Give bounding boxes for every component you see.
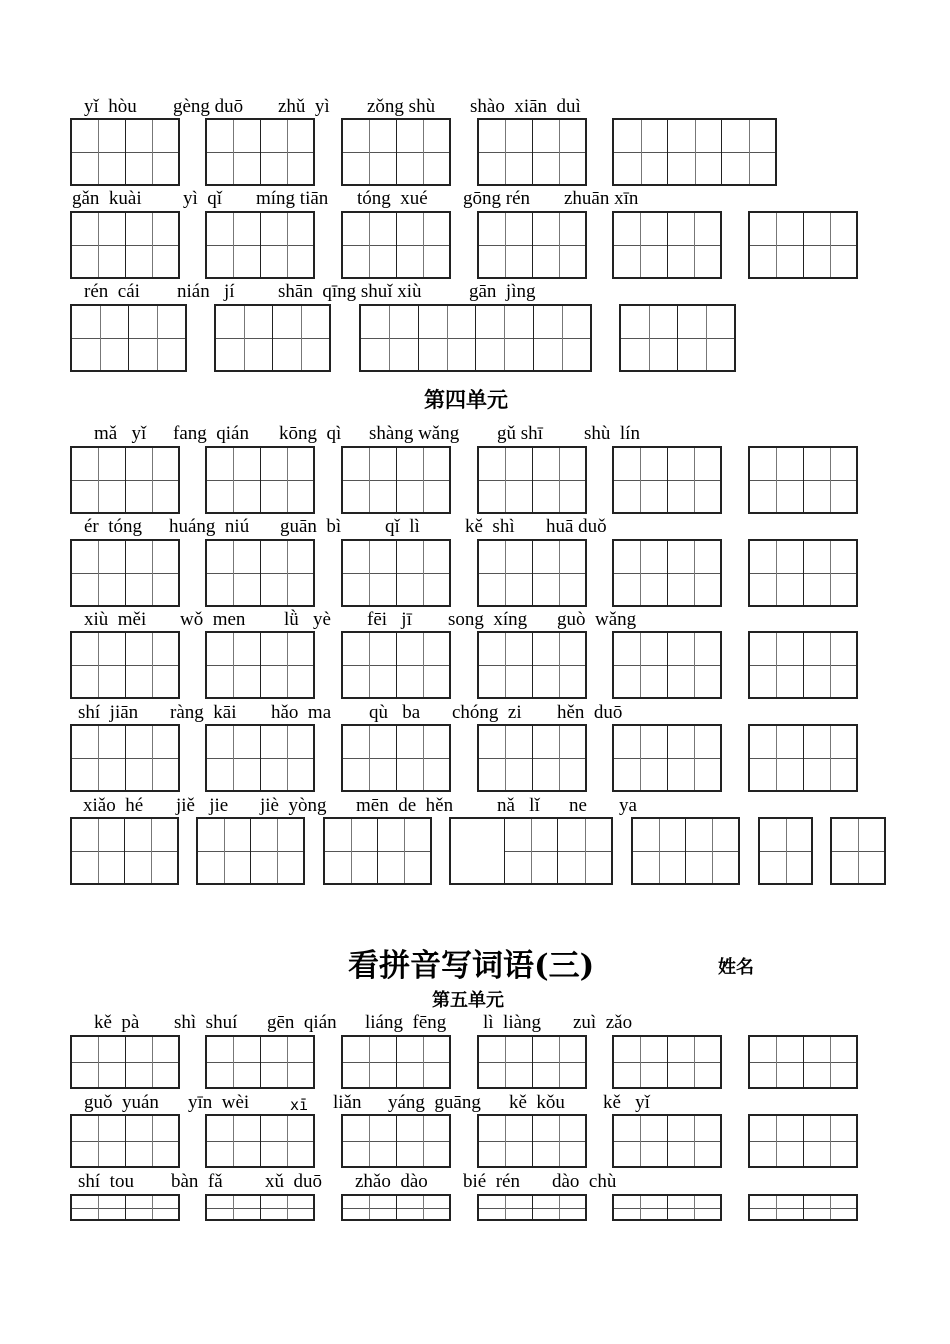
pinyin-label: yīn wèi xyxy=(188,1092,250,1113)
answer-box[interactable] xyxy=(477,1114,587,1168)
answer-box[interactable] xyxy=(205,1194,315,1221)
pinyin-label: kě shì xyxy=(465,516,515,537)
answer-box[interactable] xyxy=(205,631,315,699)
answer-box[interactable] xyxy=(341,631,451,699)
pinyin-label: gān jìng xyxy=(469,281,536,302)
answer-box[interactable] xyxy=(612,1114,722,1168)
pinyin-label: hǎo ma xyxy=(271,702,332,723)
pinyin-label: kě kǒu xyxy=(509,1092,565,1113)
pinyin-label: liǎn xyxy=(333,1092,362,1113)
pinyin-label: zuì zǎo xyxy=(573,1012,633,1033)
pinyin-label: wǒ men xyxy=(180,609,246,630)
pinyin-label: huáng niú xyxy=(169,516,250,537)
pinyin-label: dào chù xyxy=(552,1171,617,1192)
pinyin-label: liáng fēng xyxy=(365,1012,447,1033)
pinyin-label: yáng guāng xyxy=(388,1092,481,1113)
answer-box[interactable] xyxy=(214,304,331,372)
answer-box[interactable] xyxy=(612,118,777,186)
pinyin-label: ya xyxy=(619,795,637,816)
answer-box[interactable] xyxy=(341,118,451,186)
pinyin-label: jiè yòng xyxy=(260,795,327,816)
pinyin-label: gǔ shī xyxy=(497,423,543,444)
pinyin-label: huā duǒ xyxy=(546,516,607,537)
answer-box[interactable] xyxy=(477,724,587,792)
pinyin-label: kě yǐ xyxy=(603,1092,650,1113)
answer-box[interactable] xyxy=(748,631,858,699)
pinyin-label: guǒ yuán xyxy=(84,1092,159,1113)
answer-box[interactable] xyxy=(477,1035,587,1089)
pinyin-label: shān qīng shuǐ xiù xyxy=(278,281,422,302)
pinyin-label: shì shuí xyxy=(174,1012,238,1033)
pinyin-label: xiǎo hé xyxy=(83,795,144,816)
pinyin-label: guò wǎng xyxy=(557,609,637,630)
pinyin-label: xī xyxy=(290,1096,309,1114)
answer-box[interactable] xyxy=(70,118,180,186)
pinyin-label: chóng zi xyxy=(452,702,522,723)
answer-box[interactable] xyxy=(341,724,451,792)
answer-box[interactable] xyxy=(748,724,858,792)
answer-box[interactable] xyxy=(205,446,315,514)
answer-box[interactable] xyxy=(477,211,587,279)
pinyin-label: gōng rén xyxy=(463,188,531,209)
answer-box[interactable] xyxy=(205,539,315,607)
pinyin-label: yǐ hòu xyxy=(84,96,137,117)
pinyin-label: shí jiān xyxy=(78,702,139,723)
pinyin-label: nián jí xyxy=(177,281,235,302)
pinyin-label: shù lín xyxy=(584,423,640,444)
pinyin-label: qǐ lì xyxy=(385,516,420,537)
pinyin-label: ér tóng xyxy=(84,516,143,537)
answer-box[interactable] xyxy=(205,724,315,792)
answer-box[interactable] xyxy=(70,724,180,792)
answer-box[interactable] xyxy=(748,446,858,514)
answer-box[interactable] xyxy=(341,211,451,279)
answer-box[interactable] xyxy=(477,631,587,699)
answer-box[interactable] xyxy=(70,304,187,372)
answer-box[interactable] xyxy=(612,446,722,514)
answer-box[interactable] xyxy=(70,211,180,279)
pinyin-label: gǎn kuài xyxy=(72,188,142,209)
pinyin-label: bié rén xyxy=(463,1171,520,1192)
answer-box[interactable] xyxy=(477,539,587,607)
answer-box[interactable] xyxy=(612,1194,722,1221)
answer-box[interactable] xyxy=(341,1114,451,1168)
answer-box[interactable] xyxy=(748,1035,858,1089)
pinyin-label: yì qǐ xyxy=(183,188,223,209)
answer-box[interactable] xyxy=(612,631,722,699)
answer-box[interactable] xyxy=(196,817,305,885)
answer-box[interactable] xyxy=(612,211,722,279)
pinyin-label: xiù měi xyxy=(84,609,147,630)
pinyin-label: hěn duō xyxy=(557,702,623,723)
pinyin-label: jiě jie xyxy=(176,795,229,816)
answer-box[interactable] xyxy=(449,817,613,885)
answer-box[interactable] xyxy=(341,1194,451,1221)
answer-box[interactable] xyxy=(758,817,813,885)
answer-box[interactable] xyxy=(631,817,740,885)
pinyin-label: mēn de hěn xyxy=(356,795,454,816)
pinyin-label: lǜ yè xyxy=(284,609,331,630)
pinyin-label: qù ba xyxy=(369,702,421,723)
answer-box[interactable] xyxy=(748,1114,858,1168)
unit-heading: 第五单元 xyxy=(432,990,504,1011)
answer-box[interactable] xyxy=(612,724,722,792)
answer-box[interactable] xyxy=(477,1194,587,1221)
answer-box[interactable] xyxy=(70,631,180,699)
answer-box[interactable] xyxy=(612,1035,722,1089)
pinyin-label: shí tou xyxy=(78,1171,134,1192)
answer-box[interactable] xyxy=(70,1194,180,1221)
pinyin-label: rén cái xyxy=(84,281,140,302)
answer-box[interactable] xyxy=(70,1114,180,1168)
pinyin-label: guān bì xyxy=(280,516,342,537)
pinyin-label: zhǔ yì xyxy=(278,96,330,117)
answer-box[interactable] xyxy=(477,118,587,186)
pinyin-label: ràng kāi xyxy=(170,702,237,723)
answer-box[interactable] xyxy=(205,211,315,279)
pinyin-label: bàn fǎ xyxy=(171,1171,223,1192)
pinyin-label: fēi jī xyxy=(367,609,412,630)
answer-box[interactable] xyxy=(748,539,858,607)
pinyin-label: shàng wǎng xyxy=(369,423,460,444)
answer-box[interactable] xyxy=(612,539,722,607)
answer-box[interactable] xyxy=(323,817,432,885)
pinyin-label: kōng qì xyxy=(279,423,342,444)
answer-box[interactable] xyxy=(341,539,451,607)
pinyin-label: kě pà xyxy=(94,1012,140,1033)
pinyin-label: ne xyxy=(569,795,587,816)
pinyin-label: fang qián xyxy=(173,423,249,444)
answer-box[interactable] xyxy=(205,1114,315,1168)
pinyin-label: tóng xué xyxy=(357,188,428,209)
pinyin-label: mǎ yǐ xyxy=(94,423,147,444)
answer-box[interactable] xyxy=(619,304,736,372)
pinyin-label: zǒng shù xyxy=(367,96,436,117)
answer-box[interactable] xyxy=(205,1035,315,1089)
answer-box[interactable] xyxy=(70,817,179,885)
answer-box[interactable] xyxy=(830,817,886,885)
answer-box[interactable] xyxy=(477,446,587,514)
pinyin-label: nǎ lǐ xyxy=(497,795,540,816)
answer-box[interactable] xyxy=(70,446,180,514)
pinyin-label: song xíng xyxy=(448,609,528,630)
pinyin-label: zhǎo dào xyxy=(355,1171,428,1192)
pinyin-label: zhuān xīn xyxy=(564,188,639,209)
answer-box[interactable] xyxy=(748,211,858,279)
answer-box[interactable] xyxy=(205,118,315,186)
pinyin-label: shào xiān duì xyxy=(470,96,581,117)
pinyin-label: míng tiān xyxy=(256,188,329,209)
section-title: 看拼音写词语(三) xyxy=(348,948,595,984)
answer-box[interactable] xyxy=(341,446,451,514)
pinyin-label: gēn qián xyxy=(267,1012,337,1033)
answer-box[interactable] xyxy=(70,1035,180,1089)
pinyin-label: lì liàng xyxy=(483,1012,542,1033)
answer-box[interactable] xyxy=(70,539,180,607)
answer-box[interactable] xyxy=(359,304,592,372)
pinyin-label: xǔ duō xyxy=(265,1171,322,1192)
unit-heading: 第四单元 xyxy=(424,387,508,412)
name-label: 姓名 xyxy=(718,957,754,978)
pinyin-label: gèng duō xyxy=(173,96,244,117)
answer-box[interactable] xyxy=(341,1035,451,1089)
answer-box[interactable] xyxy=(748,1194,858,1221)
